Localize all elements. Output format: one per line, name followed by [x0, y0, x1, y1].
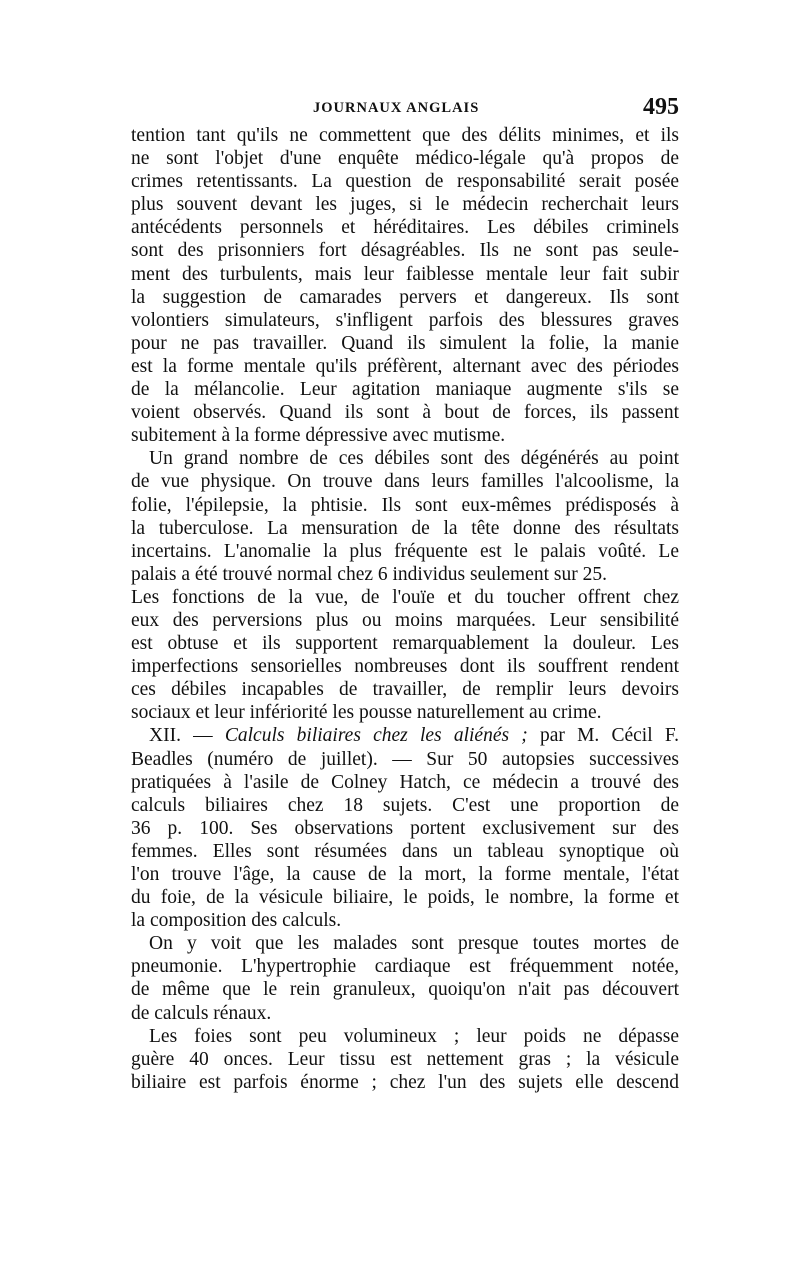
text-line: plus souvent devant les juges, si le médecin recherchait leurs	[131, 194, 679, 216]
text-line: eux des perversions plus ou moins marquées. Leur sensibilité	[131, 609, 679, 631]
text-line: Beadles (numéro de juillet). — Sur 50 autopsies successives	[131, 748, 679, 770]
paragraph-3	[131, 724, 679, 932]
running-title: JOURNAUX ANGLAIS	[313, 100, 480, 116]
paragraph-2	[131, 447, 679, 724]
text-line: est la forme mentale qu'ils préfèrent, alternant avec des périodes	[131, 355, 679, 377]
text-line: Les fonctions de la vue, de l'ouïe et du toucher offrent chez	[131, 586, 679, 608]
text-line: tention tant qu'ils ne commettent que des délits minimes, et ils	[131, 125, 679, 146]
text-line: la composition des calculs.	[131, 910, 342, 932]
text-line: 36 p. 100. Ses observations portent exclusivement sur des	[131, 817, 679, 839]
text-line: voient observés. Quand ils sont à bout de forces, ils passent	[131, 402, 679, 424]
text-line: sont des prisonniers fort désagréables. Ils ne sont pas seule-	[131, 240, 679, 262]
text-line: ne sont l'objet d'une enquête médico-légale qu'à propos de	[131, 148, 679, 170]
section-number: XII. —	[149, 725, 225, 747]
text-line: imperfections sensorielles nombreuses dont ils souffrent rendent	[131, 656, 679, 678]
text-line: calculs biliaires chez 18 sujets. C'est une proportion de	[131, 794, 679, 816]
text-line: pneumonie. L'hypertrophie cardiaque est fréquemment notée,	[131, 956, 679, 978]
text-line: ces débiles incapables de travailler, de remplir leurs devoirs	[131, 679, 679, 701]
text-line: femmes. Elles sont résumées dans un tableau synoptique où	[131, 840, 679, 862]
text-line: pratiquées à l'asile de Colney Hatch, ce médecin a trouvé des	[131, 771, 679, 793]
text-line: la tuberculose. La mensuration de la tête donne des résultats	[131, 517, 679, 539]
text-line: pour ne pas travailler. Quand ils simulent la folie, la manie	[131, 332, 679, 354]
text-line: crimes retentissants. La question de responsabilité serait posée	[131, 171, 679, 193]
text-line: sociaux et leur infériorité les pousse naturellement au crime.	[131, 702, 602, 724]
paragraph-5	[131, 1025, 679, 1094]
section-author: par M. Cécil F.	[527, 725, 679, 747]
text-line: guère 40 onces. Leur tissu est nettement gras ; la vésicule	[131, 1048, 679, 1070]
running-header	[131, 94, 679, 122]
page-number: 495	[643, 94, 679, 120]
text-line: incertains. L'anomalie la plus fréquente est le palais voûté. Le	[131, 540, 679, 562]
text-line: la suggestion de camarades pervers et dangereux. Ils sont	[131, 286, 679, 308]
body-text	[131, 124, 679, 1094]
text-line: ment des turbulents, mais leur faiblesse mentale leur fait subir	[131, 263, 679, 285]
text-line: de même que le rein granuleux, quoiqu'on n'ait pas découvert	[131, 979, 679, 1001]
text-line: On y voit que les malades sont presque toutes mortes de	[149, 933, 679, 955]
text-line: du foie, de la vésicule biliaire, le poids, le nombre, la forme et	[131, 887, 679, 909]
text-line: subitement à la forme dépressive avec mutisme.	[131, 425, 506, 447]
text-line: folie, l'épilepsie, la phtisie. Ils sont eux-mêmes prédisposés à	[131, 494, 679, 516]
text-line: de calculs rénaux.	[131, 1002, 272, 1024]
text-line: antécédents personnels et héréditaires. Les débiles criminels	[131, 217, 679, 239]
section-title: Calculs biliaires chez les aliénés ;	[224, 725, 528, 747]
section-heading-line	[131, 724, 679, 747]
text-line: biliaire est parfois énorme ; chez l'un des sujets elle descend	[131, 1071, 679, 1093]
text-line: est obtuse et ils supportent remarquablement la douleur. Les	[131, 633, 679, 655]
text-line: l'on trouve l'âge, la cause de la mort, la forme mentale, l'état	[131, 864, 679, 885]
text-line: palais a été trouvé normal chez 6 individus seulement sur 25.	[131, 563, 607, 585]
paragraph-4	[131, 932, 679, 1024]
paragraph-1	[131, 124, 679, 447]
text-line: Un grand nombre de ces débiles sont des dégénérés au point	[149, 448, 679, 470]
text-line: Les foies sont peu volumineux ; leur poids ne dépasse	[149, 1025, 679, 1047]
text-line: de vue physique. On trouve dans leurs familles l'alcoolisme, la	[131, 471, 679, 493]
text-line: volontiers simulateurs, s'infligent parfois des blessures graves	[131, 309, 679, 331]
text-line: de la mélancolie. Leur agitation maniaque augmente s'ils se	[131, 379, 679, 401]
